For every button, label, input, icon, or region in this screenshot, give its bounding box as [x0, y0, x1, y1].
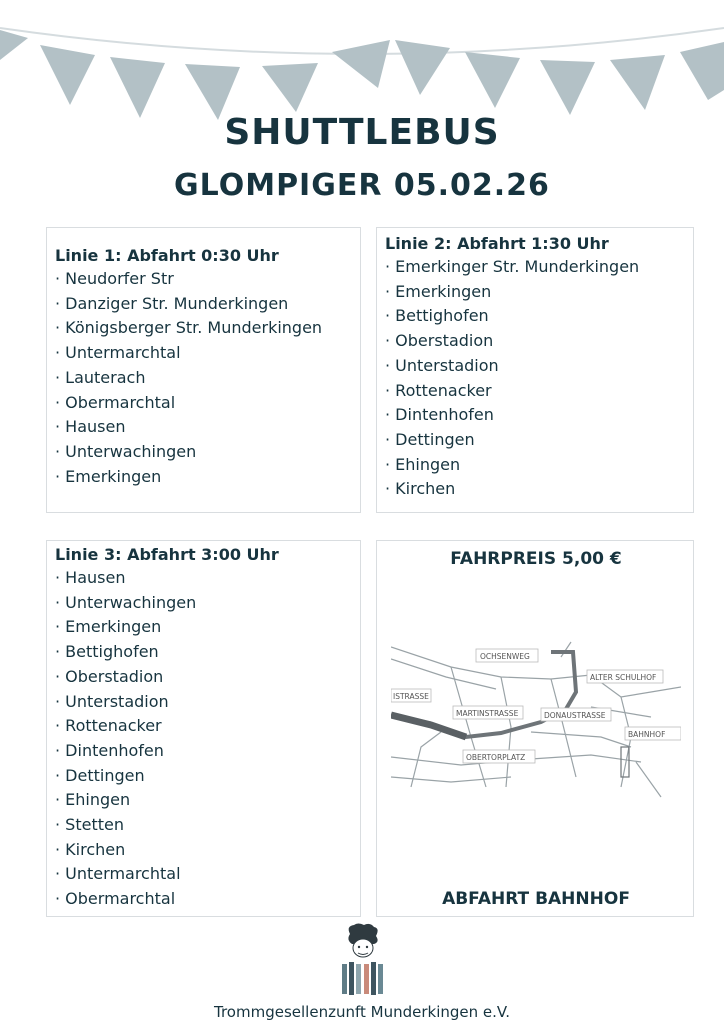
departure-location: ABFAHRT BAHNHOF [442, 889, 630, 909]
list-item: · Oberstadion [55, 665, 360, 690]
list-item: · Unterstadion [55, 690, 360, 715]
list-item: · Stetten [55, 813, 360, 838]
list-item: · Neudorfer Str [55, 267, 360, 292]
list-item: · Untermarchtal [55, 341, 360, 366]
list-item: · Lauterach [55, 366, 360, 391]
line-3-stops [55, 566, 360, 912]
list-item: · Emerkingen [55, 615, 360, 640]
line-1-heading: Linie 1: Abfahrt 0:30 Uhr [55, 246, 279, 265]
list-item: · Oberstadion [385, 329, 693, 354]
list-item: · Hausen [55, 566, 360, 591]
line-1-stops [55, 267, 360, 489]
list-item: · Kirchen [55, 838, 360, 863]
map-label-donaustrasse: DONAUSTRASSE [544, 711, 606, 720]
list-item: · Kirchen [385, 477, 693, 502]
list-item: · Unterwachingen [55, 440, 360, 465]
list-item: · Unterstadion [385, 354, 693, 379]
list-item: · Emerkingen [55, 465, 360, 490]
list-item: · Obermarchtal [55, 887, 360, 912]
list-item: · Bettighofen [55, 640, 360, 665]
drummer-logo [338, 922, 388, 1002]
page-subtitle: GLOMPIGER 05.02.26 [174, 168, 550, 203]
line-2-stops [385, 255, 693, 502]
list-item: · Danziger Str. Munderkingen [55, 292, 360, 317]
list-item: · Rottenacker [55, 714, 360, 739]
fare-price: FAHRPREIS 5,00 € [450, 549, 622, 569]
list-item: · Königsberger Str. Munderkingen [55, 316, 360, 341]
map-label-alter-schulhof: ALTER SCHULHOF [590, 673, 657, 682]
line-3-card [46, 540, 361, 917]
list-item: · Untermarchtal [55, 862, 360, 887]
list-item: · Dintenhofen [385, 403, 693, 428]
line-2-heading: Linie 2: Abfahrt 1:30 Uhr [385, 234, 609, 253]
route-map [391, 637, 681, 807]
list-item: · Rottenacker [385, 379, 693, 404]
page-title: SHUTTLEBUS [224, 112, 500, 153]
list-item: · Ehingen [55, 788, 360, 813]
map-label-strasse: ISTRASSE [393, 692, 429, 701]
list-item: · Bettighofen [385, 304, 693, 329]
list-item: · Emerkingen [385, 280, 693, 305]
list-item: · Obermarchtal [55, 391, 360, 416]
list-item: · Unterwachingen [55, 591, 360, 616]
map-label-obertorplatz: OBERTORPLATZ [466, 753, 526, 762]
list-item: · Ehingen [385, 453, 693, 478]
map-label-martinstrasse: MARTINSTRASSE [456, 709, 519, 718]
info-card [376, 540, 694, 917]
list-item: · Dettingen [385, 428, 693, 453]
bunting-decoration [0, 0, 724, 130]
list-item: · Hausen [55, 415, 360, 440]
list-item: · Emerkinger Str. Munderkingen [385, 255, 693, 280]
list-item: · Dettingen [55, 764, 360, 789]
map-label-ochsenweg: OCHSENWEG [480, 652, 530, 661]
map-label-bahnhof: BAHNHOF [628, 730, 666, 739]
line-1-card [46, 227, 361, 513]
footer-organization: Trommgesellenzunft Munderkingen e.V. [214, 1003, 510, 1021]
list-item: · Dintenhofen [55, 739, 360, 764]
line-3-heading: Linie 3: Abfahrt 3:00 Uhr [55, 545, 279, 564]
line-2-card [376, 227, 694, 513]
